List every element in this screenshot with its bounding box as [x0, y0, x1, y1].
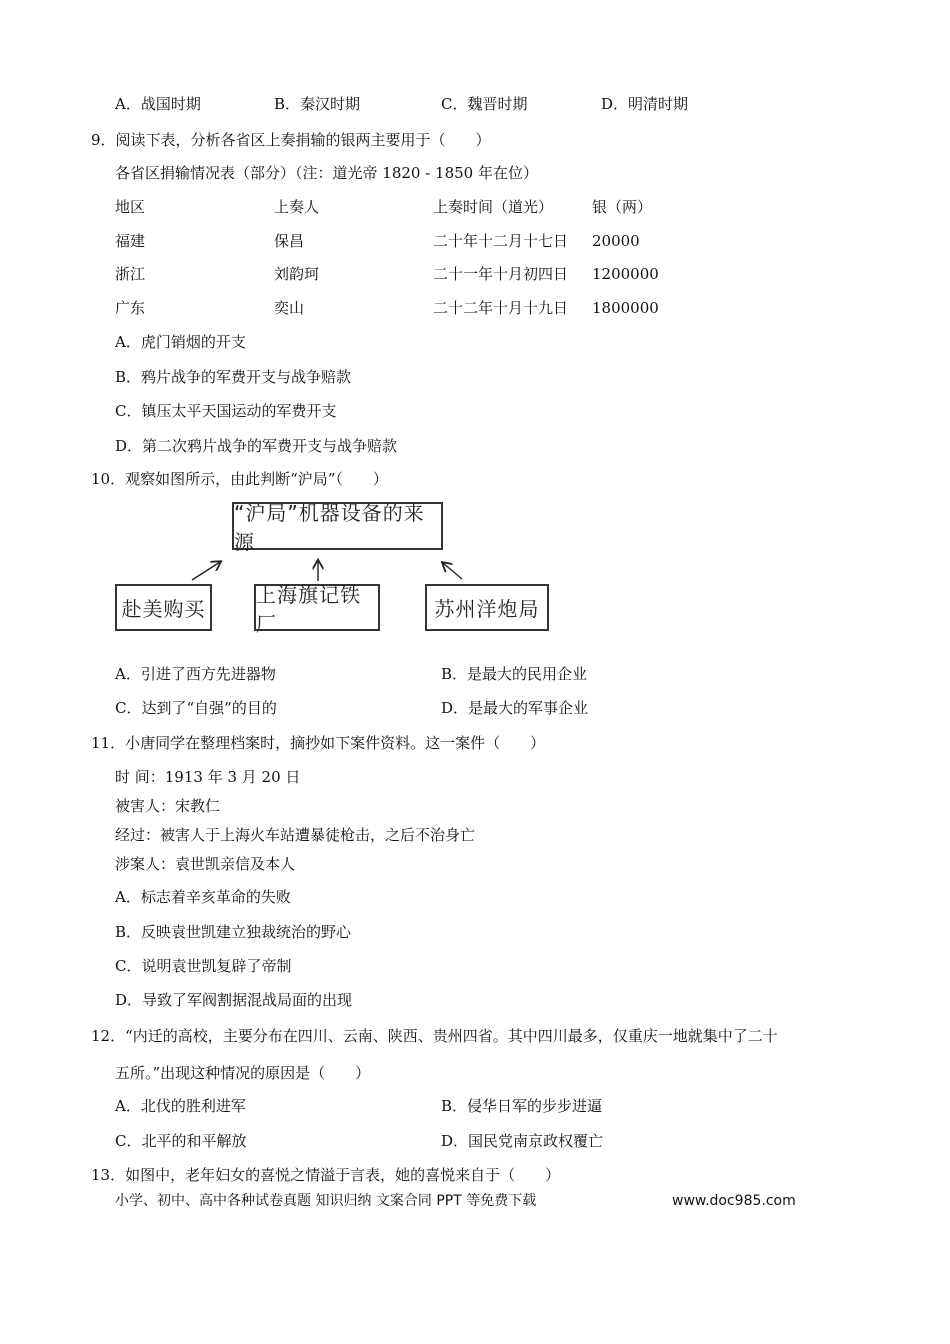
q12-option-d: D．国民党南京政权覆亡	[441, 1132, 604, 1150]
q9-table-title: 各省区捐输情况表（部分）（注：道光帝 1820 - 1850 年在位）	[115, 164, 538, 182]
q11-option-d: D．导致了军阀割据混战局面的出现	[115, 991, 353, 1009]
q11-record-line: 经过：被害人于上海火车站遭暴徒枪击，之后不治身亡	[115, 826, 476, 844]
q12-stem-line1: 12．“内迁的高校，主要分布在四川、云南、陕西、贵州四省。其中四川最多，仅重庆一地就集中了二十	[91, 1027, 778, 1045]
diagram-source-box: 上海旗记铁厂	[254, 584, 380, 631]
table-cell: 浙江	[115, 265, 146, 283]
diagram-top-box: “沪局”机器设备的来源	[232, 502, 443, 550]
table-cell: 1800000	[592, 299, 659, 317]
diagram-source-box: 苏州洋炮局	[425, 584, 549, 631]
q10-option-c: C．达到了“自强”的目的	[115, 699, 277, 717]
q10-stem: 10．观察如图所示，由此判断“沪局”（ ）	[91, 470, 388, 488]
q8-option-a: A．战国时期	[115, 95, 201, 113]
diagram-source-box: 赴美购买	[115, 584, 212, 631]
q8-option-b: B．秦汉时期	[274, 95, 361, 113]
q11-option-a: A．标志着辛亥革命的失败	[115, 888, 291, 906]
table-cell: 刘韵珂	[274, 265, 320, 283]
q10-option-d: D．是最大的军事企业	[441, 699, 589, 717]
arrow-left	[192, 562, 220, 580]
q12-option-a: A．北伐的胜利进军	[115, 1097, 246, 1115]
q9-header-silver: 银（两）	[592, 198, 653, 216]
table-cell: 二十年十二月十七日	[433, 232, 569, 250]
table-cell: 福建	[115, 232, 146, 250]
q12-option-b: B．侵华日军的步步进逼	[441, 1097, 603, 1115]
table-cell: 广东	[115, 299, 146, 317]
table-cell: 保昌	[274, 232, 305, 250]
table-cell: 二十二年十月十九日	[433, 299, 569, 317]
arrow-right	[443, 563, 462, 579]
q11-record-line: 时 间：1913 年 3 月 20 日	[115, 768, 301, 786]
q9-header-region: 地区	[115, 198, 146, 216]
q11-option-b: B．反映袁世凯建立独裁统治的野心	[115, 923, 352, 941]
q9-option-a: A．虎门销烟的开支	[115, 333, 246, 351]
footer-text: 小学、初中、高中各种试卷真题 知识归纳 文案合同 PPT 等免费下载	[115, 1193, 537, 1209]
q8-option-c: C．魏晋时期	[441, 95, 528, 113]
q9-header-time: 上奏时间（道光）	[433, 198, 554, 216]
q8-option-d: D．明清时期	[601, 95, 689, 113]
q12-option-c: C．北平的和平解放	[115, 1132, 247, 1150]
q10-option-a: A．引进了西方先进器物	[115, 665, 276, 683]
footer-site-link[interactable]: www.doc985.com	[672, 1193, 796, 1209]
q11-record-line: 被害人：宋教仁	[115, 797, 221, 815]
table-cell: 1200000	[592, 265, 659, 283]
table-cell: 20000	[592, 232, 640, 250]
q9-stem: 9．阅读下表，分析各省区上奏捐输的银两主要用于（ ）	[91, 131, 491, 149]
q11-option-c: C．说明袁世凯复辟了帝制	[115, 957, 292, 975]
table-cell: 二十一年十月初四日	[433, 265, 569, 283]
table-cell: 奕山	[274, 299, 305, 317]
q13-stem: 13．如图中，老年妇女的喜悦之情溢于言表，她的喜悦来自于（ ）	[91, 1166, 561, 1184]
q9-option-b: B．鸦片战争的军费开支与战争赔款	[115, 368, 352, 386]
q9-option-c: C．镇压太平天国运动的军费开支	[115, 402, 337, 420]
q11-stem: 11．小唐同学在整理档案时，摘抄如下案件资料。这一案件（ ）	[91, 734, 546, 752]
q12-stem-line2: 五所。”出现这种情况的原因是（ ）	[115, 1064, 371, 1082]
q9-option-d: D．第二次鸦片战争的军费开支与战争赔款	[115, 437, 398, 455]
q9-header-submitter: 上奏人	[274, 198, 320, 216]
q10-option-b: B．是最大的民用企业	[441, 665, 588, 683]
q11-record-line: 涉案人：袁世凯亲信及本人	[115, 855, 296, 873]
